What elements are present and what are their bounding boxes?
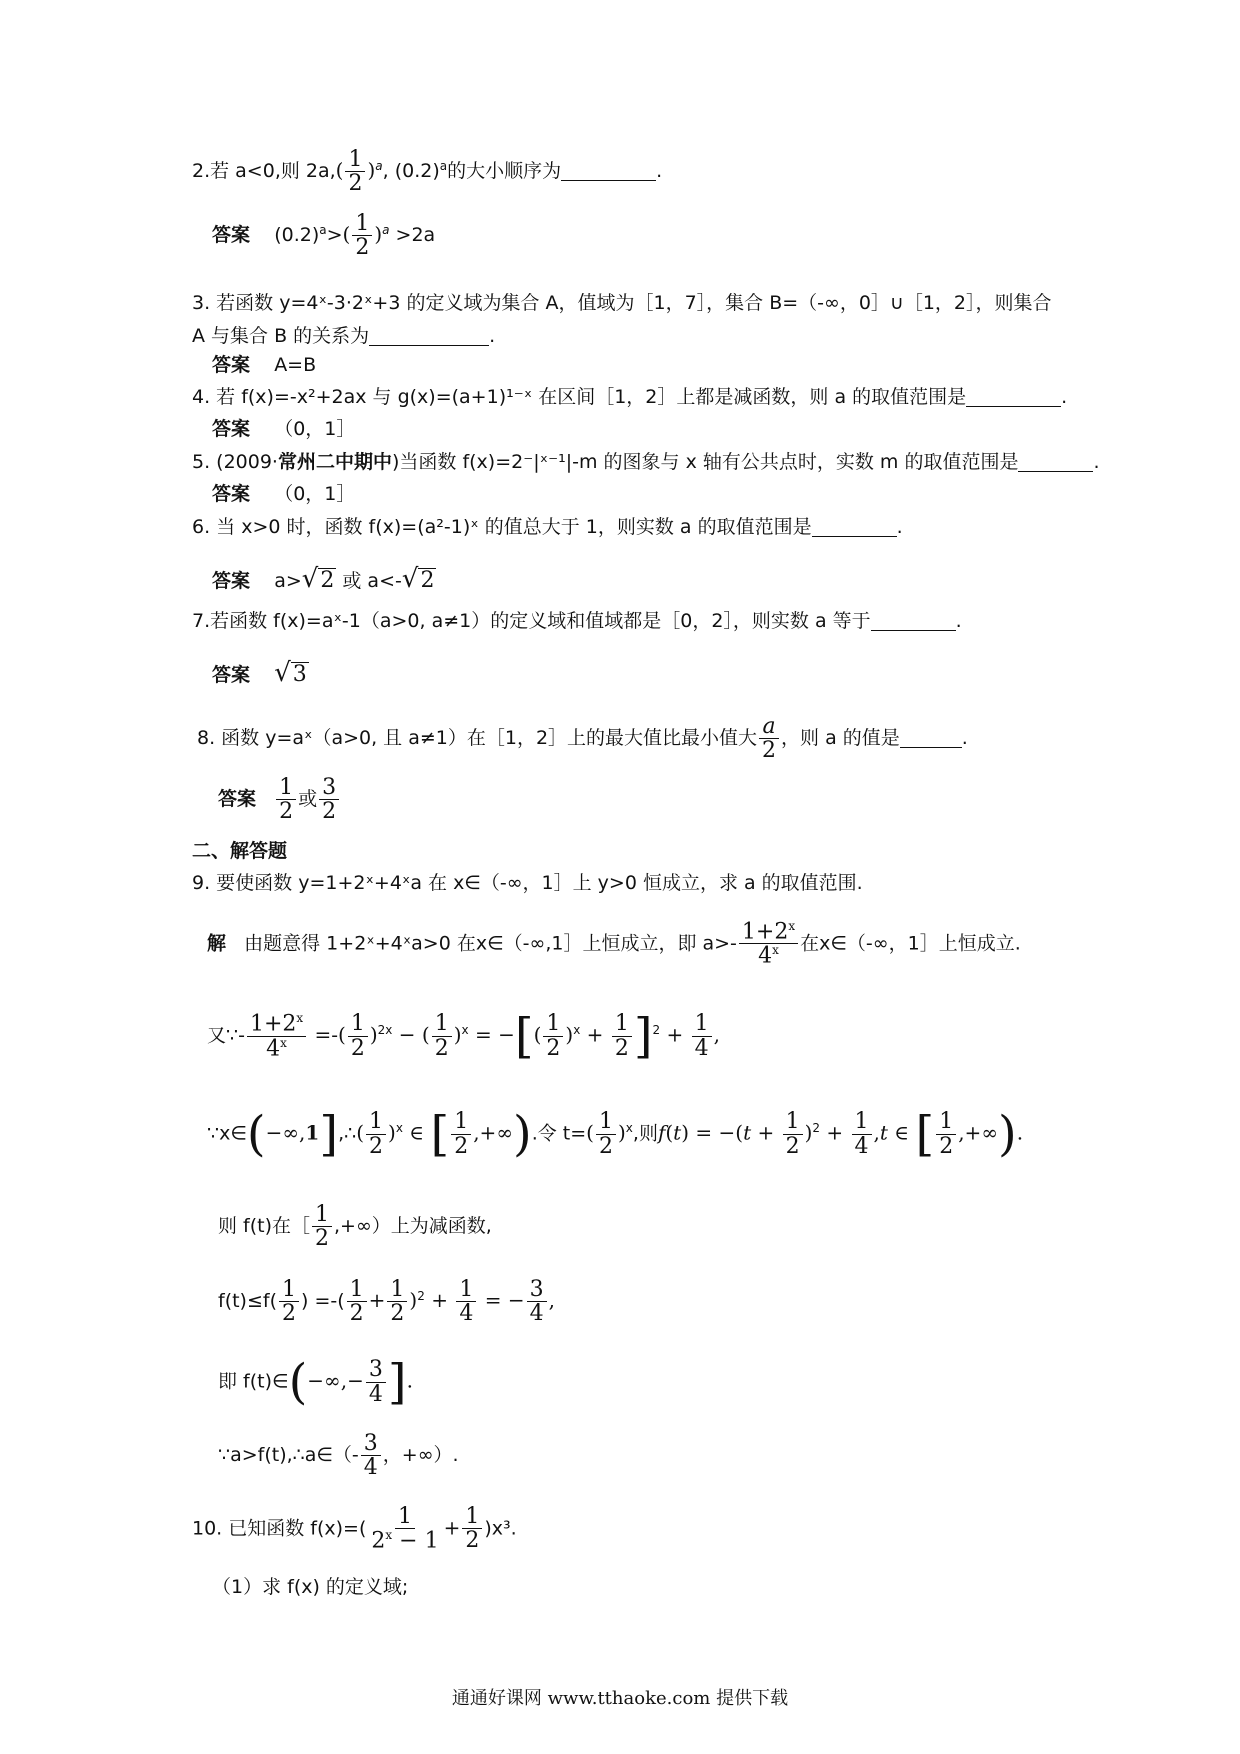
q10-text: 10. 已知函数 f(x)=( [192, 1517, 367, 1540]
fraction: $\frac{1}{2}$ [462, 1505, 482, 1552]
fraction: $\frac{3}{4}$ [361, 1432, 381, 1479]
fraction: $\frac{1}{2}$ [783, 1110, 803, 1157]
radicand: 2 [320, 568, 335, 593]
solution-text: 由题意得 1+2ˣ+4ˣa>0 在x∈（-∞,1］上恒成立，即 a>- [244, 932, 737, 955]
solution-text: .令 t= [531, 1122, 587, 1145]
fraction: $\frac{1}{4}$ [852, 1110, 872, 1157]
answer-text: >2a [395, 224, 436, 247]
answer-blank [1018, 452, 1093, 472]
solution-text: ,则 [632, 1122, 658, 1145]
fraction: $\frac{1}{2}$ [279, 1278, 299, 1325]
solution-text: ∵a>f(t),∴a∈（- [218, 1444, 359, 1467]
answer-blank [369, 326, 489, 346]
solution-line-2: 又∵- $\frac{1+2^x}{4^x}$ =-( $\frac{1}{2}$ )$^{2x}$ − ( $\frac{1}{2}$ )$^x$ = −[( $\frac{1}{2}$ )$^x$ + $\frac{1}{2}$ ]$^2$ + $\frac{1}{4}$ , [207, 1008, 721, 1064]
fraction: $\frac{1}{2}$ [543, 1012, 563, 1059]
fraction: $\frac{1+2^x}{4^x}$ [247, 1012, 306, 1060]
fraction: $\frac{1}{4}$ [692, 1012, 712, 1059]
answer-label: 答案 [212, 570, 251, 592]
radicand: 2 [420, 568, 435, 593]
answer-text: (0.2) [274, 224, 320, 247]
solution-line-1 [207, 920, 1021, 968]
question-10-part-1 [212, 1574, 408, 1601]
section-title: 二、解答题 [192, 840, 288, 862]
solution-text: 又∵- [207, 1024, 245, 1047]
question-7: 7.若函数 f(x)=aˣ-1（a>0, a≠1）的定义域和值域都是［0，2］，则实数 a 等于 . [192, 610, 962, 632]
q10-sub-text: （1）求 f(x) 的定义域; [212, 1576, 409, 1598]
solution-line-3: ∵x∈(−∞,1],∴( $\frac{1}{2}$ )$^x$ ∈ [ $\frac{1}{2}$ ,+∞).令 t=( $\frac{1}{2}$ )$^x$,则f(t) = −(t + $\frac{1}{2}$ )$^2$ + $\frac{1}{4}$ ,t ∈ [ $\frac{1}{2}$ ,+∞). [207, 1106, 1024, 1162]
answer-text: 或 a<- [342, 570, 402, 592]
q3-text: 3. 若函数 y=4ˣ-3·2ˣ+3 的定义域为集合 A，值域为［1，7］，集合 B=（-∞，0］∪［1，2］，则集合 A 与集合 B 的关系为 [192, 292, 1052, 347]
q10-text: )x³. [484, 1517, 517, 1540]
answer-blank [812, 517, 897, 537]
solution-line-4 [218, 1203, 492, 1250]
solution-text: 即 f(t)∈ [218, 1370, 289, 1393]
fraction: $\frac{1}{2}$ [936, 1110, 956, 1157]
answer-text: （0，1］ [274, 483, 356, 505]
q6-text: 6. 当 x>0 时，函数 f(x)=(a²-1)ˣ 的值总大于 1，则实数 a 的取值范围是 [192, 516, 812, 538]
q2-text: 的大小顺序为 [447, 160, 562, 183]
solution-text: ∵x∈ [207, 1122, 247, 1145]
q8-text: 8. 函数 y=aˣ（a>0, 且 a≠1）在［1，2］上的最大值比最小值大 [197, 727, 758, 750]
question-2: 2.若 a<0,则 2a,( $\frac{1}{2}$ )$^a$, $(0.2)^a$的大小顺序为 . [192, 147, 663, 197]
question-6: 6. 当 x>0 时，函数 f(x)=(a²-1)ˣ 的值总大于 1，则实数 a 的取值范围是 . [192, 516, 903, 538]
q9-text: 9. 要使函数 y=1+2ˣ+4ˣa 在 x∈（-∞，1］上 y>0 恒成立，求 a 的取值范围. [192, 872, 863, 894]
fraction: $\frac{3}{4}$ [527, 1278, 547, 1325]
radicand: 3 [292, 662, 307, 687]
q2-text: , (0.2) [382, 160, 440, 183]
q5-text: 5. (2009· [192, 451, 278, 473]
solution-text: f(t)≤f( [218, 1290, 277, 1313]
answer-2: 答案 $(0.2)^a>$( $\frac{1}{2}$ )$^a$ >2a [212, 211, 436, 261]
solution-label: 解 [207, 932, 227, 955]
question-10: 10. 已知函数 f(x)=( $\frac{1}{2^x - 1}$ + $\frac{1}{2}$ )x³. [192, 1504, 517, 1554]
question-8: 8. 函数 y=aˣ（a>0, 且 a≠1）在［1，2］上的最大值比最小值大 $\frac{a}{2}$ ，则 a 的值是 . [197, 714, 968, 764]
q5-text: )当函数 f(x)=2⁻|ˣ⁻¹|-m 的图象与 x 轴有公共点时，实数 m 的取值范围是 [392, 451, 1019, 473]
question-3: 3. 若函数 y=4ˣ-3·2ˣ+3 的定义域为集合 A，值域为［1，7］，集合 B=（-∞，0］∪［1，2］，则集合 A 与集合 B 的关系为 . [192, 292, 1052, 347]
fraction: $\frac{1}{2}$ [348, 1012, 368, 1059]
answer-5 [212, 481, 355, 508]
solution-text: 在x∈（-∞，1］上恒成立. [800, 932, 1021, 955]
answer-blank [900, 728, 962, 748]
fraction: $\frac{a}{2}$ [759, 715, 779, 762]
solution-text: 则 f(t)在［ [218, 1215, 311, 1238]
fraction: $\frac{3}{2}$ [319, 776, 339, 823]
fraction: $\frac{1}{2}$ [451, 1110, 471, 1157]
solution-line-5: f(t)≤f( $\frac{1}{2}$ ) =-( $\frac{1}{2}$ + $\frac{1}{2}$ )$^2$ + $\frac{1}{4}$ = − $\frac{3}{4}$ , [218, 1277, 555, 1327]
question-5: 5. (2009·常州二中期中)当函数 f(x)=2⁻|ˣ⁻¹|-m 的图象与 x 轴有公共点时，实数 m 的取值范围是 . [192, 451, 1100, 473]
q5-source: 常州二中期中 [277, 451, 392, 473]
answer-blank [561, 161, 656, 181]
question-4: 4. 若 f(x)=-x²+2ax 与 g(x)=(a+1)¹⁻ˣ 在区间［1，2］上都是减函数，则 a 的取值范围是 . [192, 386, 1068, 408]
answer-8 [218, 776, 341, 823]
answer-7: 答案 √3 [212, 658, 307, 688]
q2-text: 2.若 a<0,则 2a, [192, 160, 336, 183]
answer-label: 答案 [212, 418, 251, 440]
question-9 [192, 870, 863, 897]
solution-text: ) =-( [301, 1290, 345, 1313]
answer-text: （0，1］ [274, 418, 356, 440]
fraction: $\frac{1}{2}$ [276, 776, 296, 823]
answer-text: 或 [298, 788, 318, 811]
answer-label: 答案 [212, 664, 251, 686]
fraction: $\frac{1}{2}$ [345, 148, 365, 195]
answer-blank [871, 611, 956, 631]
answer-text: > [326, 224, 343, 247]
fraction: $\frac{1}{2}$ [347, 1278, 367, 1325]
fraction: $\frac{1}{2}$ [612, 1012, 632, 1059]
answer-label: 答案 [218, 788, 257, 811]
fraction: $\frac{1+2^x}{4^x}$ [739, 920, 798, 968]
answer-text: a> [274, 570, 302, 592]
solution-text: ，+∞）. [382, 1444, 459, 1467]
answer-3 [212, 352, 316, 379]
fraction: $\frac{1}{2}$ [366, 1110, 386, 1157]
fraction: $\frac{1}{2}$ [352, 212, 372, 259]
q7-text: 7.若函数 f(x)=aˣ-1（a>0, a≠1）的定义域和值域都是［0，2］，则实数 a 等于 [192, 610, 871, 632]
page-footer: 通通好课网 www.tthaoke.com 提供下载 [451, 1688, 789, 1709]
fraction: $\frac{1}{2}$ [387, 1278, 407, 1325]
fraction: $\frac{1}{2^x - 1}$ [371, 1504, 439, 1554]
answer-label: 答案 [212, 354, 251, 376]
q8-text: ，则 a 的值是 [781, 727, 900, 750]
answer-4 [212, 416, 355, 443]
answer-blank [966, 387, 1061, 407]
solution-line-6: 即 f(t)∈(−∞,− $\frac{3}{4}$ ]. [218, 1354, 413, 1410]
answer-label: 答案 [212, 483, 251, 505]
solution-text: ,+∞）上为减函数, [334, 1215, 492, 1238]
answer-6: 答案 a>√2 或 a<-√2 [212, 564, 435, 594]
answer-text: A=B [274, 354, 317, 376]
fraction: $\frac{1}{2}$ [312, 1203, 332, 1250]
fraction: $\frac{1}{2}$ [432, 1012, 452, 1059]
q4-text: 4. 若 f(x)=-x²+2ax 与 g(x)=(a+1)¹⁻ˣ 在区间［1，2］上都是减函数，则 a 的取值范围是 [192, 386, 967, 408]
fraction: $\frac{1}{4}$ [456, 1278, 476, 1325]
answer-label: 答案 [212, 224, 251, 247]
solution-text: ,∴ [338, 1122, 357, 1145]
fraction: $\frac{1}{2}$ [596, 1110, 616, 1157]
fraction: $\frac{3}{4}$ [366, 1358, 386, 1405]
solution-line-7 [218, 1432, 459, 1479]
